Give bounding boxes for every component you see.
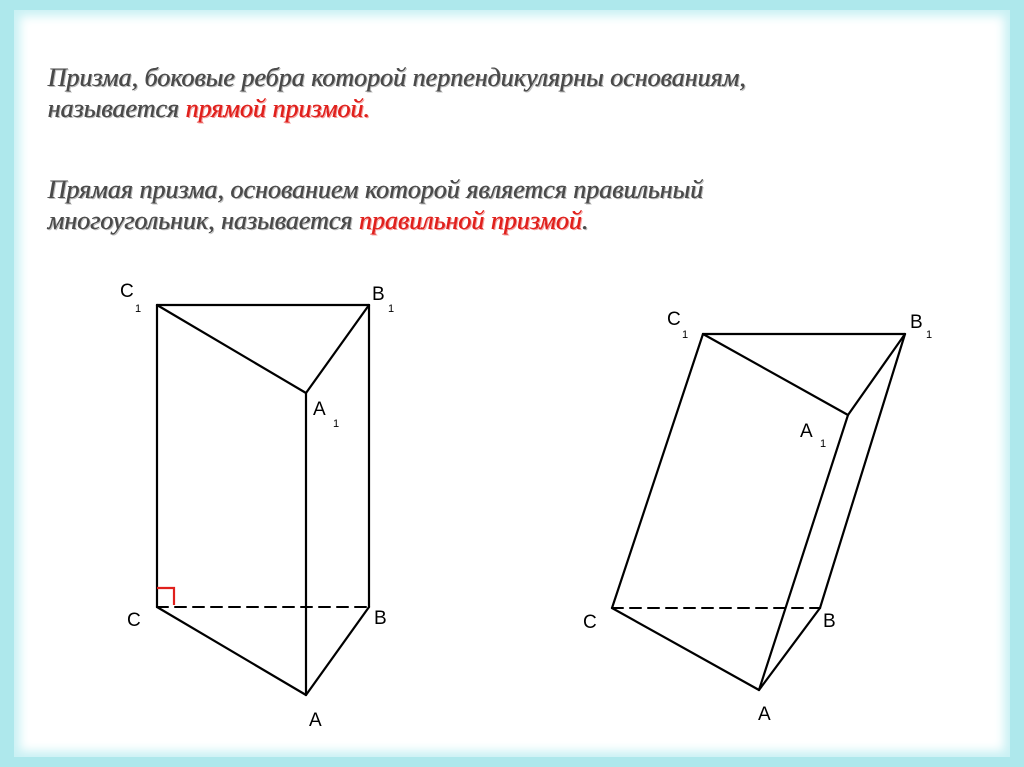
edge-c-a	[612, 608, 759, 690]
edge-a-b	[306, 607, 369, 695]
definition-1-prefix: называется	[48, 94, 186, 123]
edge-c-c1	[612, 334, 703, 608]
label-a: A	[309, 710, 322, 731]
edge-a1-b1	[848, 334, 905, 415]
edge-a-b	[759, 608, 820, 690]
label-a1-sub: 1	[820, 438, 827, 450]
label-a1: A	[313, 399, 326, 420]
term-regular-prism: правильной призмой	[359, 206, 583, 235]
edge-b-b1	[820, 334, 905, 608]
label-c: C	[127, 610, 141, 631]
label-c1-sub: 1	[682, 329, 689, 341]
definition-2-suffix: .	[582, 206, 589, 235]
edge-c1-a1	[703, 334, 848, 415]
label-b1-sub: 1	[388, 303, 395, 315]
right-angle-mark	[157, 588, 174, 605]
label-b1: B	[372, 284, 385, 305]
edge-c-a	[157, 607, 306, 695]
definition-2-line-1: Прямая призма, основанием которой является правильный	[48, 175, 704, 204]
right-prism	[157, 305, 369, 695]
edge-a-a1	[759, 415, 848, 690]
term-right-prism: прямой призмой.	[185, 94, 371, 123]
label-c: C	[583, 612, 597, 633]
label-b1-sub: 1	[926, 329, 933, 341]
label-c1-sub: 1	[135, 303, 142, 315]
label-b: B	[374, 608, 387, 629]
label-a1-sub: 1	[333, 418, 340, 430]
oblique-prism	[612, 334, 905, 690]
edge-c1-a1	[157, 305, 306, 393]
definition-1-line-1: Призма, боковые ребра которой перпендикулярны основаниям,	[48, 63, 747, 92]
label-a1: A	[800, 421, 813, 442]
label-b: B	[823, 611, 836, 632]
label-a: A	[758, 704, 771, 725]
edge-a1-b1	[306, 305, 369, 393]
label-b1: B	[910, 312, 923, 333]
label-c1: C	[120, 281, 134, 302]
definition-2-prefix: многоугольник, называется	[48, 206, 360, 235]
label-c1: C	[667, 309, 681, 330]
